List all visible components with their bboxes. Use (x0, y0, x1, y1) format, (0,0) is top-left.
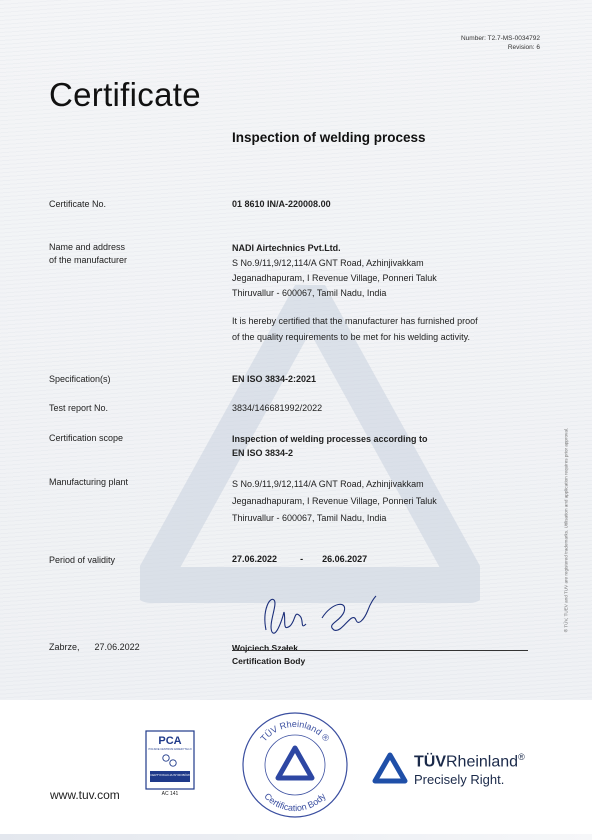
document-revision: Revision: 6 (507, 44, 540, 51)
scope-line: EN ISO 3834-2 (232, 448, 294, 458)
manufacturer-label-line2: of the manufacturer (49, 255, 128, 265)
test-report-value: 3834/146681992/2022 (232, 403, 323, 413)
pca-logo-text: PCA (158, 735, 182, 747)
brand-tagline: Precisely Right. (414, 772, 505, 787)
plant-address-line: Jeganadhapuram, I Revenue Village, Ponneri Taluk (232, 496, 437, 506)
validity-to: 26.06.2027 (322, 554, 368, 564)
handwritten-signature (252, 590, 382, 640)
pca-small-text: POLSKIE CENTRUM AKREDYTACJI (148, 748, 192, 751)
seal-text-top: TÜV Rheinland ® (258, 718, 332, 744)
pca-accreditation-logo (145, 730, 195, 796)
brand-rest: Rheinland (446, 753, 519, 771)
seal-text-bottom: Certification Body (262, 791, 328, 814)
manufacturer-name: NADI Airtechnics Pvt.Ltd. (232, 243, 341, 253)
manufacturer-label-line1: Name and address (49, 242, 126, 252)
specification-label: Specification(s) (49, 374, 111, 384)
manufacturer-address-line: Thiruvallur - 600067, Tamil Nadu, India (232, 288, 387, 298)
specification-value: EN ISO 3834-2:2021 (232, 374, 317, 384)
issue-date: 27.06.2022 (94, 642, 140, 652)
certification-body-label: Certification Body (232, 656, 306, 666)
scope-value (232, 432, 428, 460)
scope-label: Certification scope (49, 433, 124, 443)
statement-line: It is hereby certified that the manufacturer has furnished proof (232, 316, 478, 326)
validity-from: 27.06.2022 (232, 554, 278, 564)
certification-seal (240, 710, 350, 820)
footer (0, 700, 592, 840)
manufacturer-label (49, 241, 127, 267)
document-number: Number: T2.7-MS-0034792 (460, 35, 540, 42)
place: Zabrze, (49, 642, 80, 652)
manufacturer-address-line: Jeganadhapuram, I Revenue Village, Ponneri Taluk (232, 273, 437, 283)
manufacturer-address-line: S No.9/11,9/12,114/A GNT Road, Azhinjivakkam (232, 258, 424, 268)
website-link[interactable]: www.tuv.com (50, 788, 120, 802)
page-title: Certificate (49, 76, 201, 113)
signature-line (232, 650, 528, 651)
test-report-label: Test report No. (49, 403, 109, 413)
validity-separator: - (300, 554, 304, 564)
brand-registered: ® (518, 752, 525, 762)
brand-bold: TÜV (414, 753, 446, 771)
brand-name (414, 752, 525, 771)
manufacturer-value (232, 241, 437, 301)
pca-code: AC 141 (161, 791, 179, 796)
tuv-triangle-icon (372, 752, 408, 784)
cert-no-value: 01 8610 IN/A-220008.00 (232, 199, 331, 209)
tuv-rheinland-logo (372, 748, 562, 798)
cert-no-label: Certificate No. (49, 199, 107, 209)
validity-period (232, 554, 367, 564)
bottom-strip (0, 834, 592, 840)
pca-cert-text: CERTYFIKACJA WYROBÓW (150, 773, 190, 777)
statement-line: of the quality requirements to be met for his welding activity. (232, 332, 470, 342)
page-subtitle: Inspection of welding process (232, 130, 426, 145)
signer-name: Wojciech Szałek (232, 643, 298, 653)
trademark-note-text: ® TÜV, TUEV and TUV are registered trademarks. Utilisation and application requires prior approval. (563, 427, 569, 633)
validity-label: Period of validity (49, 555, 116, 565)
plant-label: Manufacturing plant (49, 477, 129, 487)
certification-statement (232, 313, 478, 345)
place-and-date (49, 642, 140, 652)
plant-address-line: S No.9/11,9/12,114/A GNT Road, Azhinjivakkam (232, 479, 424, 489)
plant-address-line: Thiruvallur - 600067, Tamil Nadu, India (232, 513, 387, 523)
document-number-block (461, 34, 540, 52)
plant-value (232, 476, 437, 527)
trademark-note (562, 370, 570, 690)
scope-line: Inspection of welding processes according to (232, 434, 428, 444)
